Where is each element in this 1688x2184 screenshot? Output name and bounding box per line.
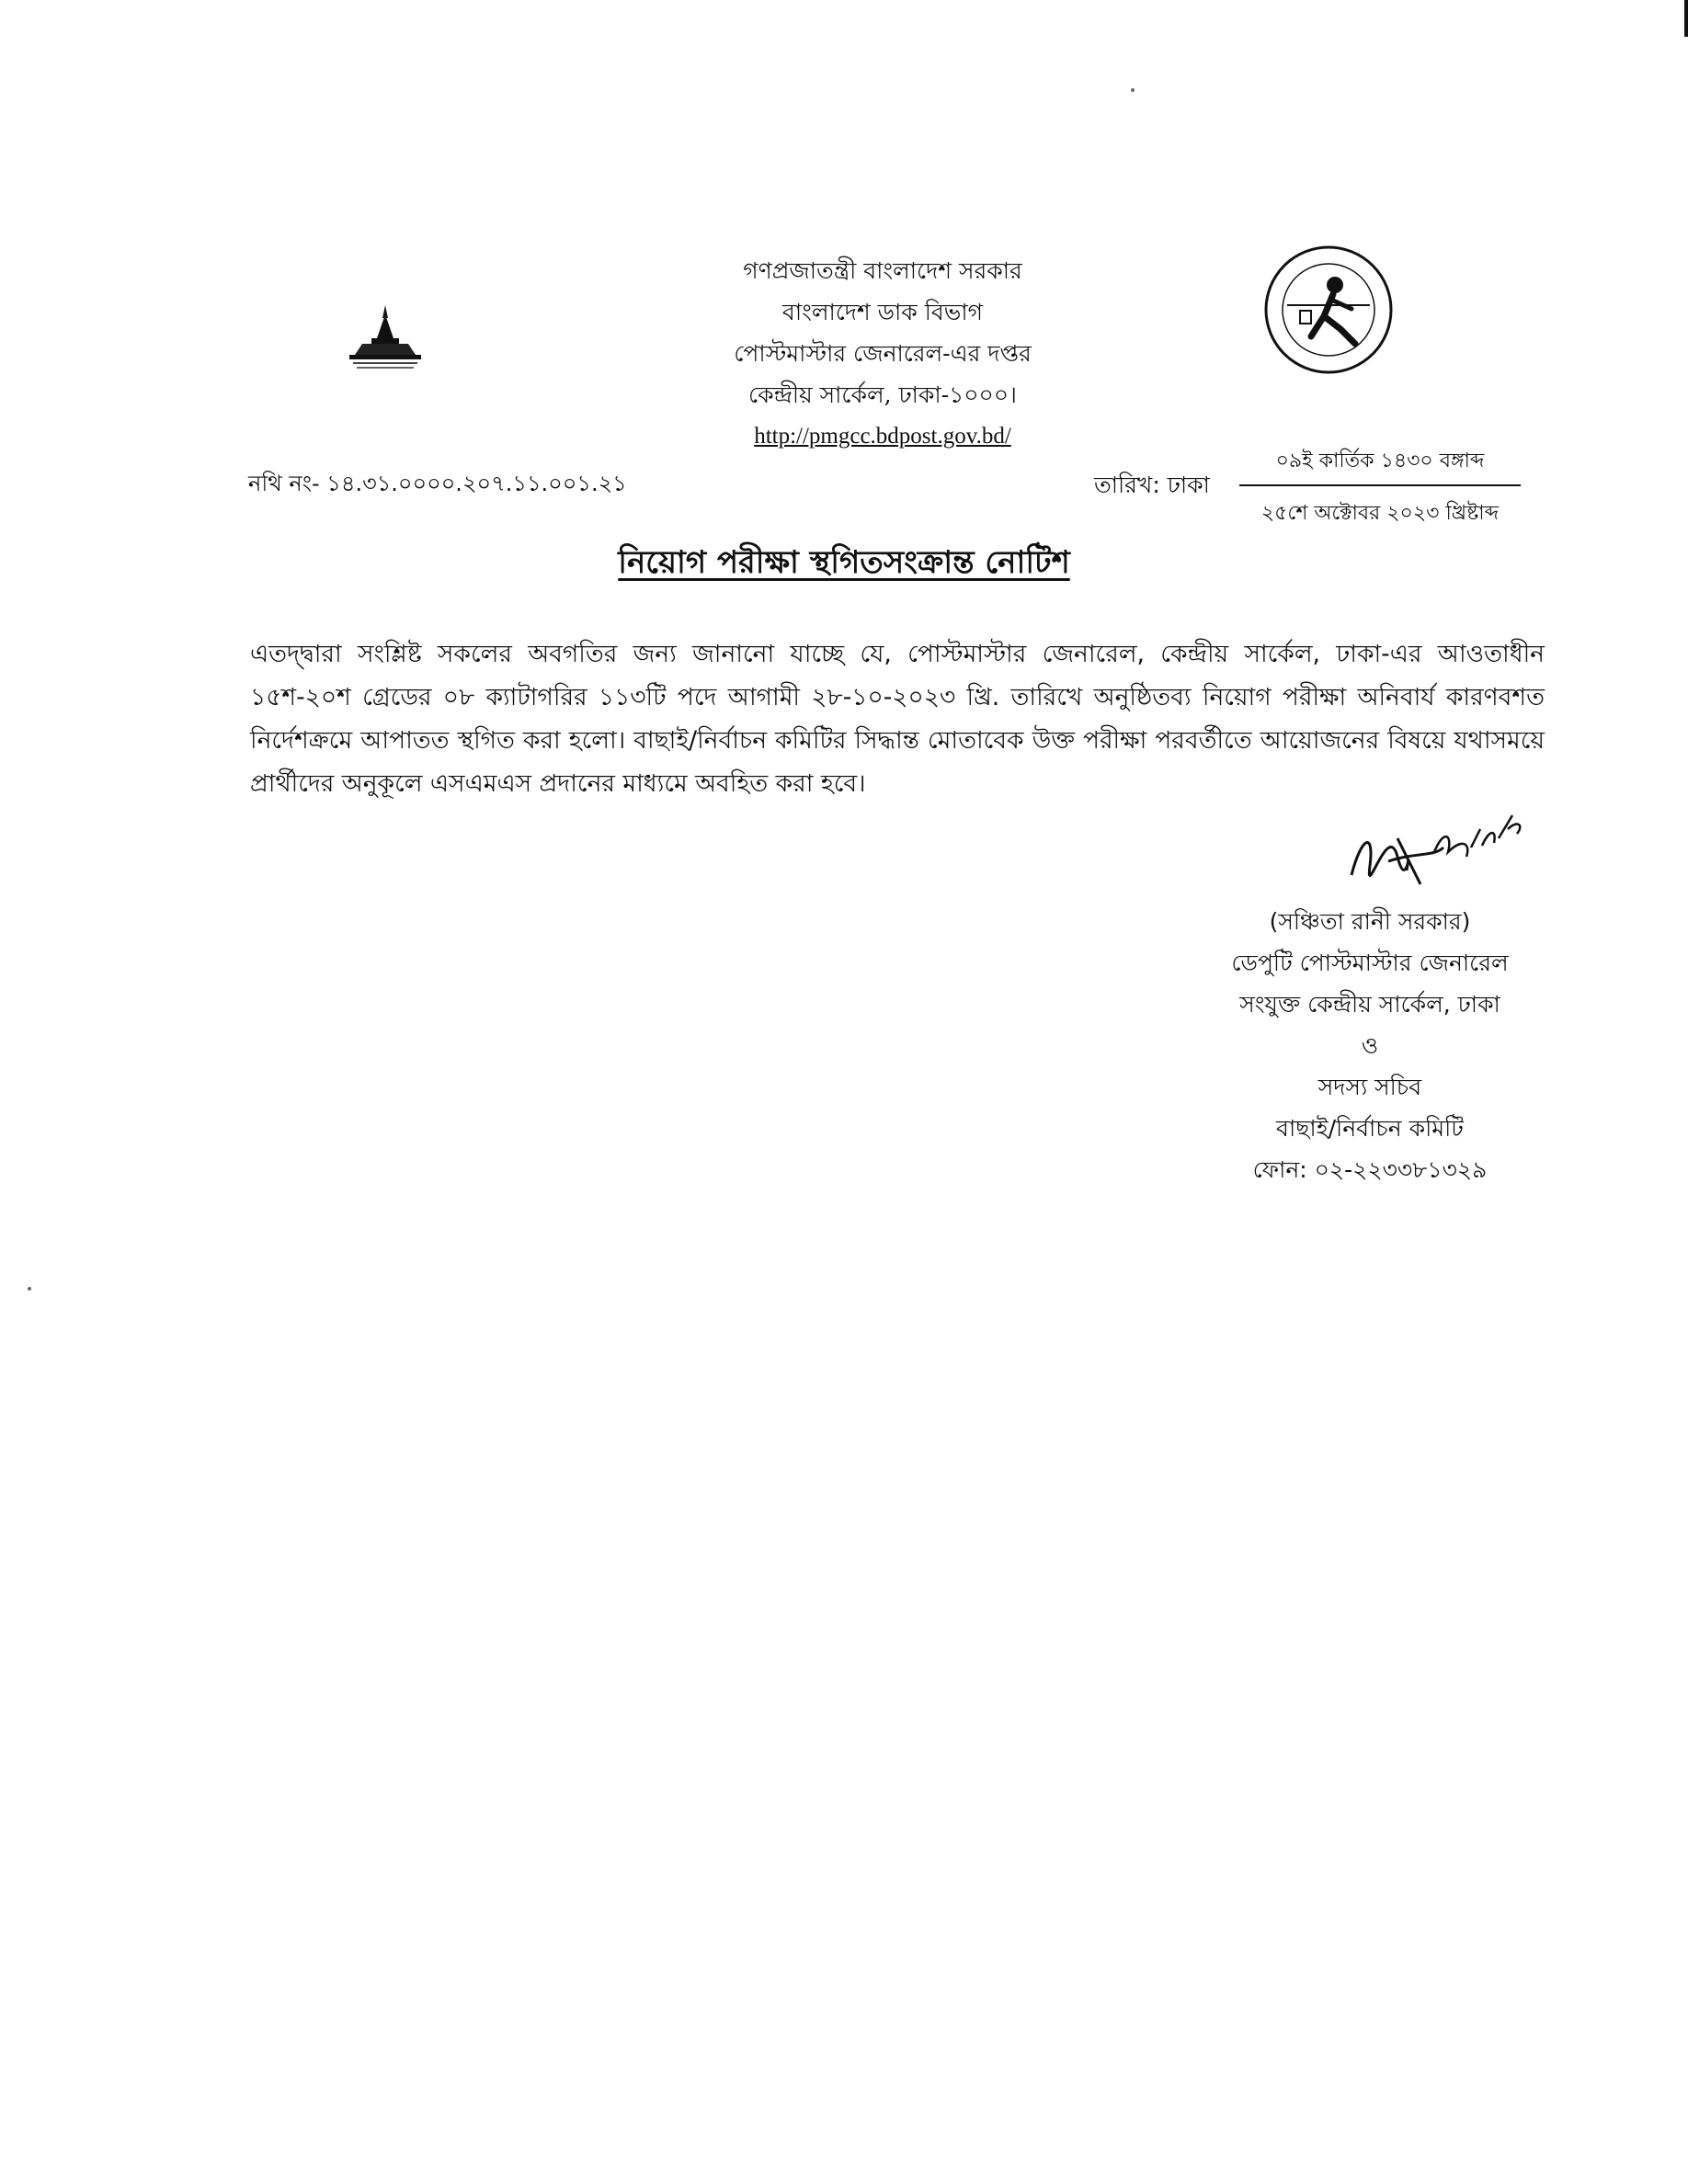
header-website-link[interactable]: http://pmgcc.bdpost.gov.bd/ bbox=[754, 424, 1011, 449]
handwritten-signature bbox=[1333, 802, 1535, 903]
scan-edge-mark bbox=[1684, 0, 1688, 37]
signatory-committee: বাছাই/নির্বাচন কমিটি bbox=[1276, 1115, 1464, 1142]
postal-seal-logo-icon bbox=[1260, 241, 1397, 379]
scan-speck bbox=[28, 1287, 31, 1291]
signatory-designation: ডেপুটি পোস্টমাস্টার জেনারেল bbox=[1231, 950, 1509, 976]
date-english: ২৫শে অক্টোবর ২০২৩ খ্রিষ্টাব্দ bbox=[1260, 502, 1500, 525]
header-department: বাংলাদেশ ডাক বিভাগ bbox=[781, 299, 984, 325]
office-header bbox=[598, 250, 1168, 457]
scan-speck bbox=[1131, 88, 1135, 92]
signatory-phone: ফোন: ০২-২২৩৩৮১৩২৯ bbox=[1252, 1156, 1488, 1183]
signatory-block bbox=[1186, 901, 1554, 1190]
notice-title-text: নিয়োগ পরীক্ষা স্থগিতসংক্রান্ত নোটিশ bbox=[618, 544, 1070, 581]
signatory-conjunction: ও bbox=[1361, 1032, 1379, 1059]
signatory-name: (সঞ্চিতা রানী সরকার) bbox=[1269, 908, 1471, 935]
date-label: তারিখ: ঢাকা bbox=[1094, 472, 1210, 498]
date-block bbox=[1239, 445, 1521, 531]
monument-logo-icon bbox=[335, 301, 436, 375]
notice-body: এতদ্দ্বারা সংশ্লিষ্ট সকলের অবগতির জন্য জানানো যাচ্ছে যে, পোস্টমাস্টার জেনারেল, কেন্দ্রীয় সার্কেল, ঢাকা-এর আওতাধীন ১৫শ-২০শ গ্রেডের ০৮ ক্যাটাগরির ১১৩টি পদে আগামী ২৮-১০-২০২৩ খ্রি. তারিখে অনুষ্ঠিতব্য নিয়োগ পরীক্ষা অনিবার্য কারণবশত নির্দেশক্রমে আপাতত স্থগিত করা হলো। বাছাই/নির্বাচন কমিটির সিদ্ধান্ত মোতাবেক উক্ত পরীক্ষা পরবর্তীতে আয়োজনের বিষয়ে যথাসময়ে প্রার্থীদের অনুকূলে এসএমএস প্রদানের মাধ্যমে অবহিত করা হবে। bbox=[250, 640, 1545, 798]
signatory-role: সদস্য সচিব bbox=[1317, 1074, 1422, 1100]
memo-number: নথি নং- ১৪.৩১.০০০০.২০৭.১১.০০১.২১ bbox=[248, 471, 627, 496]
notice-title bbox=[0, 539, 1688, 591]
date-bangla: ০৯ই কার্তিক ১৪৩০ বঙ্গাব্দ bbox=[1239, 445, 1521, 486]
header-office: পোস্টমাস্টার জেনারেল-এর দপ্তর bbox=[734, 340, 1032, 367]
header-address: কেন্দ্রীয় সার্কেল, ঢাকা-১০০০। bbox=[747, 381, 1017, 408]
header-government: গণপ্রজাতন্ত্রী বাংলাদেশ সরকার bbox=[743, 257, 1022, 284]
signatory-office: সংযুক্ত কেন্দ্রীয় সার্কেল, ঢাকা bbox=[1239, 991, 1500, 1018]
